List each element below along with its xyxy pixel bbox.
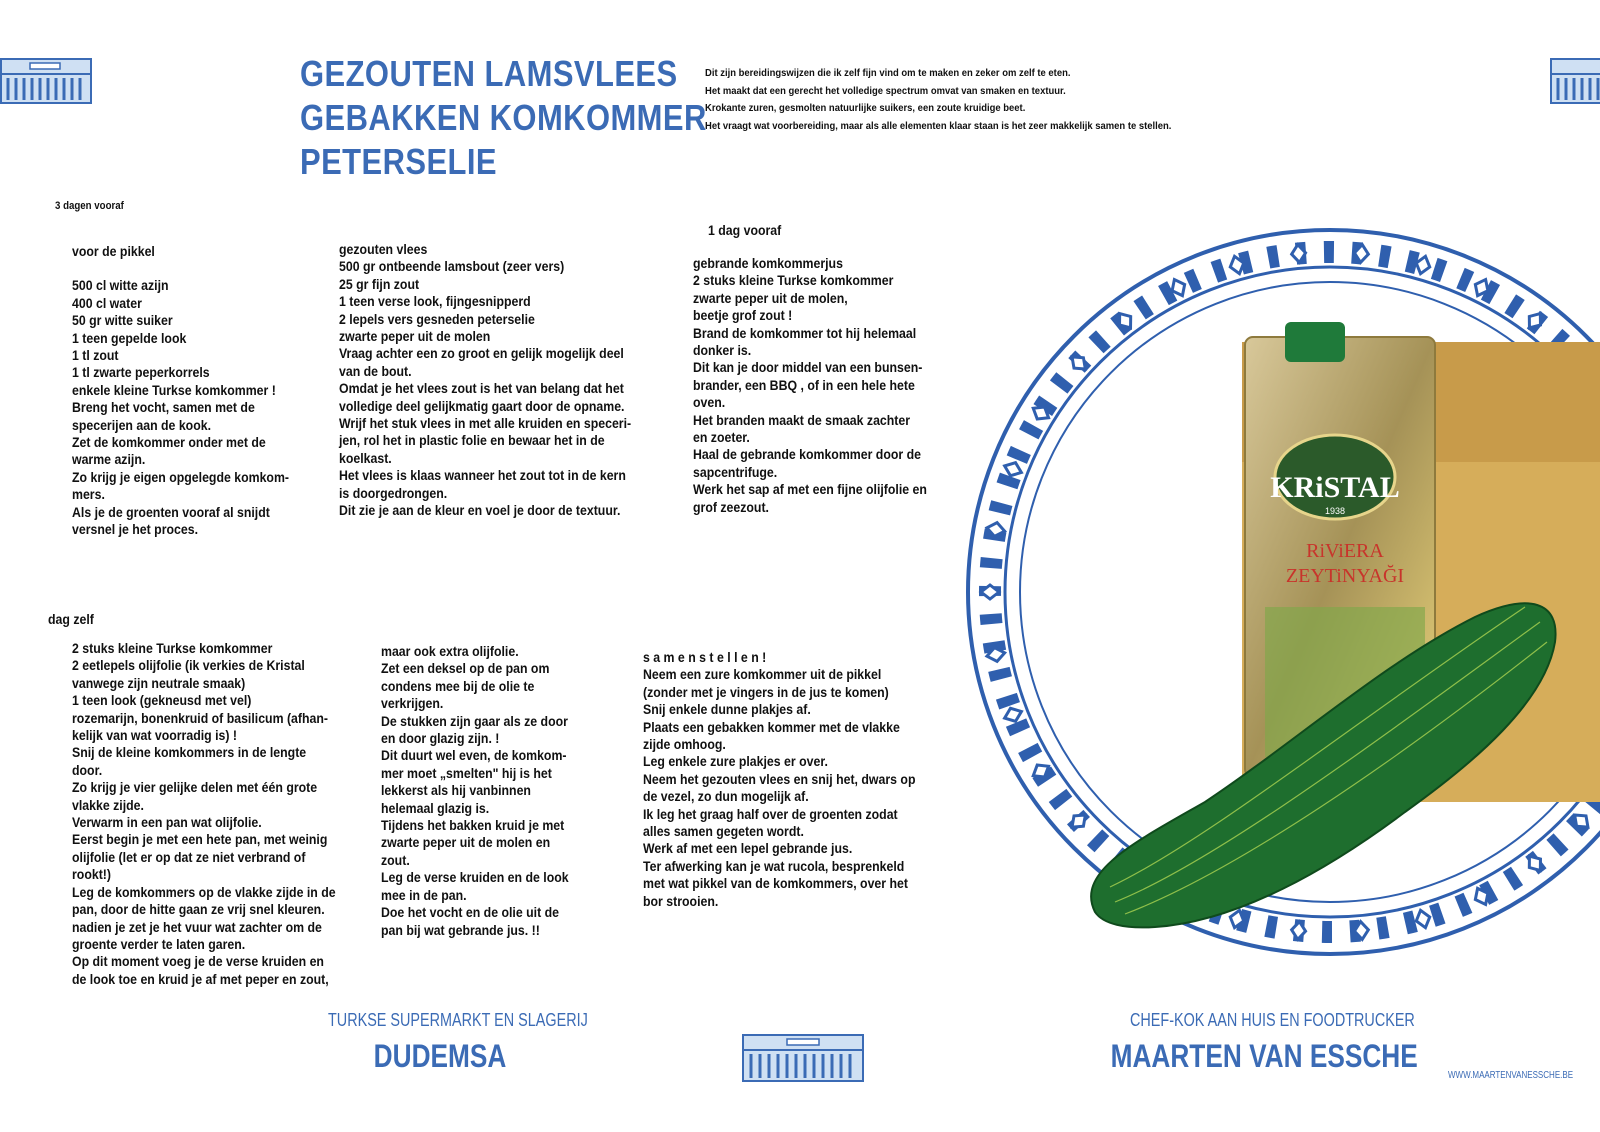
text-line: sapcentrifuge.: [693, 463, 778, 480]
text-line: 2 stuks kleine Turkse komkommer: [72, 640, 273, 656]
text-line: vanwege zijn neutrale smaak): [72, 674, 246, 691]
assemble-heading: s a m e n s t e l l e n !: [643, 649, 767, 665]
text-line: koelkast.: [339, 449, 392, 466]
text-line: gebrande komkommerjus: [693, 255, 843, 271]
text-line: 50 gr witte suiker: [72, 312, 173, 329]
text-line: zwarte peper uit de molen,: [693, 289, 848, 306]
text-line: 1 teen verse look, fijngesnipperd: [339, 293, 531, 310]
crate-icon-top-right: [1550, 58, 1600, 104]
text-line: verkrijgen.: [381, 695, 444, 712]
text-line: door.: [72, 761, 103, 778]
text-line: Snij de kleine komkommers in de lengte: [72, 744, 307, 761]
text-line: Vraag achter een zo groot en gelijk mogelijk deel: [339, 345, 624, 362]
text-line: en door glazig zijn. !: [381, 730, 500, 747]
text-line: De stukken zijn gaar als ze door: [381, 712, 568, 729]
text-line: Werk af met een lepel gebrande jus.: [643, 840, 853, 857]
section-label-one-day: 1 dag vooraf: [708, 222, 782, 238]
text-line: zwarte peper uit de molen en: [381, 834, 551, 851]
pickle-block: [72, 243, 289, 539]
text-line: Eerst begin je met een hete pan, met weinig: [72, 831, 328, 848]
text-line: Ik leg het graag half over de groenten zodat: [643, 805, 898, 822]
text-line: 1 teen gepelde look: [72, 329, 187, 346]
photo-line2: ZEYTiNYAĞI: [1285, 565, 1405, 587]
crate-icon-bottom-center: [742, 1034, 864, 1082]
text-line: Leg enkele zure plakjes er over.: [643, 753, 828, 770]
text-line: 1 tl zwarte peperkorrels: [72, 364, 210, 381]
text-line: Dit kan je door middel van een bunsen-: [693, 359, 923, 376]
text-line: kelijk van wat voorradig is) !: [72, 727, 238, 744]
footer-right-title: MAARTEN VAN ESSCHE: [1110, 1038, 1418, 1074]
same-day-column-1: [72, 640, 336, 988]
text-line: en zoeter.: [693, 429, 750, 446]
text-line: mee in de pan.: [381, 886, 467, 903]
text-line: is doorgedrongen.: [339, 484, 448, 501]
crate-icon-top-left: [0, 58, 92, 104]
text-line: mers.: [72, 486, 105, 503]
text-line: lekkerst als hij vanbinnen: [381, 782, 531, 799]
text-line: mer moet „smelten" hij is het: [381, 764, 552, 781]
text-line: gezouten vlees: [339, 241, 428, 257]
text-line: Doe het vocht en de olie uit de: [381, 904, 559, 921]
assemble-lines: [643, 666, 915, 910]
recipe-title: [300, 52, 707, 184]
text-line: Neem een zure komkommer uit de pikkel: [643, 666, 882, 683]
text-line: Zo krijg je vier gelijke delen met één grote: [72, 779, 318, 796]
text-line: alles samen gegeten wordt.: [643, 823, 804, 840]
text-line: brander, een BBQ , of in een hele hete: [693, 376, 915, 393]
text-line: Werk het sap af met een fijne olijfolie en: [693, 481, 927, 498]
text-line: 400 cl water: [72, 294, 142, 311]
text-line: van de bout.: [339, 362, 412, 379]
text-line: Als je de groenten vooraf al snijdt: [72, 503, 270, 520]
text-line: (zonder met je vingers in de jus te komen): [643, 683, 889, 700]
intro-text: [705, 65, 1171, 135]
title-line-3: PETERSELIE: [300, 141, 497, 182]
text-line: olijfolie (let er op dat ze niet verbrand of: [72, 848, 306, 865]
text-line: Brand de komkommer tot hij helemaal: [693, 324, 917, 341]
footer-right-subtitle: CHEF-KOK AAN HUIS EN FOODTRUCKER: [1130, 1010, 1415, 1030]
text-line: Omdat je het vlees zout is het van belang dat het: [339, 380, 624, 397]
text-line: 2 stuks kleine Turkse komkommer: [693, 272, 894, 289]
assemble-block: [643, 649, 915, 910]
footer-left-title: DUDEMSA: [373, 1038, 507, 1074]
text-line: zijde omhoog.: [643, 736, 726, 753]
text-line: grof zeezout.: [693, 498, 769, 515]
text-line: helemaal glazig is.: [381, 799, 490, 816]
text-line: Snij enkele dunne plakjes af.: [643, 701, 811, 718]
intro-line: Dit zijn bereidingswijzen die ik zelf fijn vind om te maken en zeker om zelf te eten.: [705, 67, 1071, 79]
text-line: 2 eetlepels olijfolie (ik verkies de Kristal: [72, 657, 305, 674]
text-line: oven.: [693, 394, 726, 411]
text-line: Dit zie je aan de kleur en voel je door de textuur.: [339, 502, 621, 519]
text-line: Zet een deksel op de pan om: [381, 660, 550, 677]
text-line: Breng het vocht, samen met de: [72, 399, 255, 416]
text-line: 2 lepels vers gesneden peterselie: [339, 310, 535, 327]
text-line: Wrijf het stuk vlees in met alle kruiden en speceri-: [339, 415, 632, 432]
text-line: 25 gr fijn zout: [339, 275, 420, 292]
intro-line: Het maakt dat een gerecht het volledige spectrum omvat van smaken en textuur.: [705, 84, 1066, 97]
text-line: pan bij wat gebrande jus. !!: [381, 921, 540, 938]
text-line: 1 teen look (gekneusd met vel): [72, 692, 252, 709]
text-line: 500 gr ontbeende lamsbout (zeer vers): [339, 258, 565, 275]
text-line: Het branden maakt de smaak zachter: [693, 411, 911, 428]
text-line: Haal de gebrande komkommer door de: [693, 446, 921, 463]
text-line: Leg de verse kruiden en de look: [381, 869, 569, 886]
title-line-1: GEZOUTEN LAMSVLEES: [300, 53, 678, 94]
photo-year: 1938: [1324, 506, 1346, 516]
intro-line: Krokante zuren, gesmolten natuurlijke suikers, een zoute kruidige beet.: [705, 102, 1026, 114]
section-label-three-days: 3 dagen vooraf: [55, 200, 124, 212]
same-day-lines-2: [381, 643, 569, 939]
text-line: versnel je het proces.: [72, 521, 199, 538]
text-line: enkele kleine Turkse komkommer !: [72, 381, 276, 398]
text-line: groente verder te laten garen.: [72, 935, 246, 952]
text-line: jen, rol het in plastic folie en bewaar het in de: [339, 432, 605, 449]
text-line: pan, door de hitte gaan ze vrij snel kleuren.: [72, 901, 325, 918]
text-line: vlakke zijde.: [72, 796, 144, 813]
text-line: de vezel, zo dun mogelijk af.: [643, 788, 809, 805]
text-line: Leg de komkommers op de vlakke zijde in de: [72, 883, 336, 900]
text-line: Ter afwerking kan je wat rucola, besprenkeld: [643, 857, 905, 874]
text-line: Zo krijg je eigen opgelegde komkom-: [72, 468, 290, 485]
title-line-2: GEBAKKEN KOMKOMMER: [300, 97, 707, 138]
website-link[interactable]: WWW.MAARTENVANESSCHE.BE: [1448, 1070, 1574, 1081]
salted-meat-lines: [339, 241, 631, 520]
text-line: Dit duurt wel even, de komkom-: [381, 747, 567, 764]
text-line: specerijen aan de kook.: [72, 416, 212, 433]
text-line: nadien je zet je het vuur wat zachter om de: [72, 918, 322, 935]
footer-left-subtitle: TURKSE SUPERMARKT EN SLAGERIJ: [328, 1010, 588, 1030]
text-line: de look toe en kruid je af met peper en zout,: [72, 970, 329, 987]
text-line: volledige deel gelijkmatig gaart door de opname.: [339, 397, 625, 414]
text-line: Op dit moment voeg je de verse kruiden en: [72, 953, 324, 970]
jus-block: [693, 255, 927, 516]
text-line: bor strooien.: [643, 892, 719, 909]
text-line: 1 tl zout: [72, 347, 119, 364]
text-line: 500 cl witte azijn: [72, 277, 169, 294]
text-line: zout.: [381, 851, 410, 868]
text-line: rozemarijn, bonenkruid of basilicum (afhan-: [72, 709, 329, 726]
same-day-column-2: [381, 643, 569, 939]
intro-line: Het vraagt wat voorbereiding, maar als alle elementen klaar staan is het zeer makkelijk samen te stellen.: [705, 119, 1172, 132]
text-line: beetje grof zout !: [693, 307, 793, 324]
same-day-lines-1: [72, 640, 336, 988]
text-line: Verwarm in een pan wat olijfolie.: [72, 814, 262, 831]
text-line: donker is.: [693, 342, 752, 359]
text-line: condens mee bij de olie te: [381, 677, 535, 694]
text-line: Zet de komkommer onder met de: [72, 434, 266, 451]
pickle-heading: voor de pikkel: [72, 243, 155, 259]
jus-lines: [693, 255, 927, 516]
photo-brand: KRiSTAL: [1270, 471, 1400, 504]
text-line: rookt!): [72, 866, 112, 883]
text-line: Het vlees is klaas wanneer het zout tot in de kern: [339, 467, 626, 484]
text-line: met wat pikkel van de komkommers, over het: [643, 875, 908, 892]
plate-illustration: [955, 222, 1600, 982]
text-line: Neem het gezouten vlees en snij het, dwars op: [643, 770, 916, 787]
salted-meat-block: [339, 241, 631, 520]
section-label-same-day: dag zelf: [48, 611, 94, 627]
text-line: warme azijn.: [72, 451, 146, 468]
pickle-lines: [72, 277, 289, 538]
text-line: Tijdens het bakken kruid je met: [381, 817, 565, 834]
text-line: maar ook extra olijfolie.: [381, 643, 519, 659]
photo-line1: RiViERA: [1306, 540, 1384, 562]
text-line: zwarte peper uit de molen: [339, 328, 491, 345]
text-line: Plaats een gebakken kommer met de vlakke: [643, 718, 900, 735]
